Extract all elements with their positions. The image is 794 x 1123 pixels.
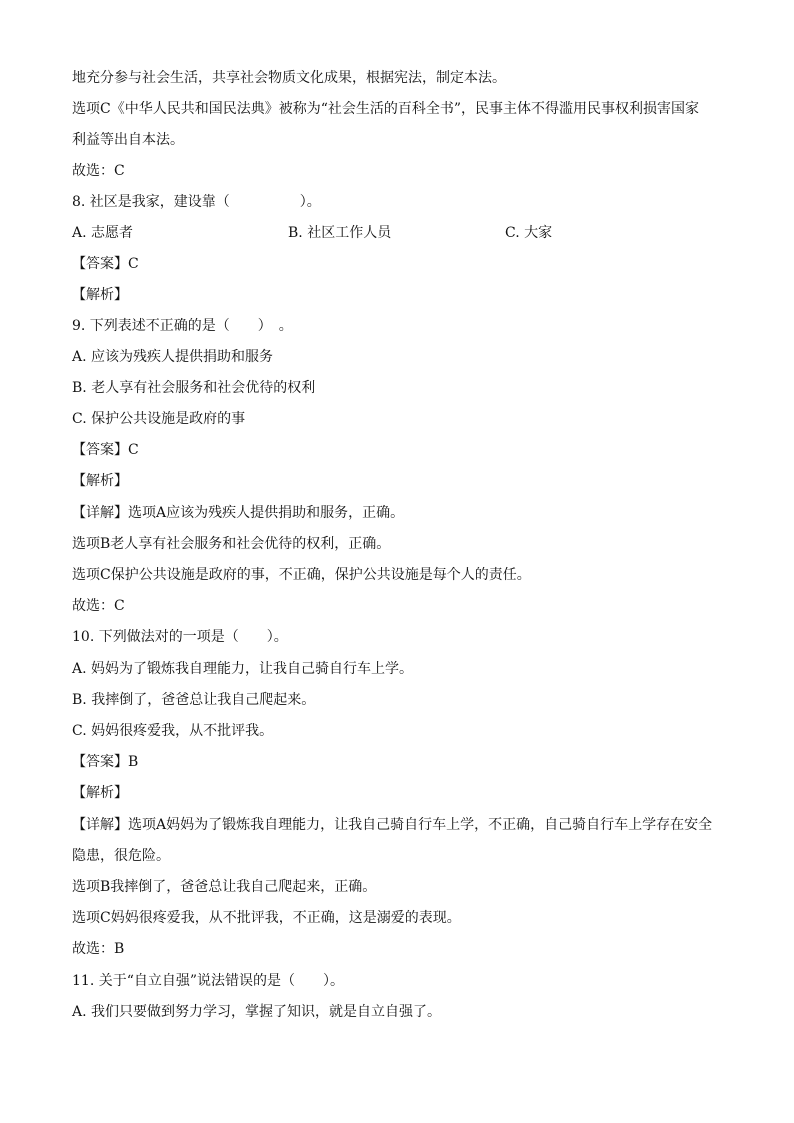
text-line: 故选：C xyxy=(72,598,125,614)
detail-line: 【详解】选项A妈妈为了锻炼我自理能力，让我自己骑自行车上学，不正确，自己骑自行车上学存在安全 xyxy=(72,817,713,833)
detail-line: 【详解】选项A应该为残疾人提供捐助和服务，正确。 xyxy=(72,505,405,521)
option-b: B. 老人享有社会服务和社会优待的权利 xyxy=(72,380,316,396)
text-line: 选项B老人享有社会服务和社会优待的权利，正确。 xyxy=(72,536,391,552)
text-line: 故选：C xyxy=(72,163,125,179)
text-line: 选项C妈妈很疼爱我，从不批评我，不正确，这是溺爱的表现。 xyxy=(72,910,461,926)
option-c: C. 妈妈很疼爱我，从不批评我。 xyxy=(72,723,274,739)
answer-label: 【答案】B xyxy=(72,754,139,770)
question-10: 10. 下列做法对的一项是（ ）。 xyxy=(72,629,288,645)
analysis-label: 【解析】 xyxy=(72,785,128,801)
q8-options xyxy=(72,224,722,242)
analysis-label: 【解析】 xyxy=(72,287,128,303)
question-11: 11. 关于“自立自强”说法错误的是（ ）。 xyxy=(72,973,345,989)
question-9: 9. 下列表述不正确的是（ ） 。 xyxy=(72,318,293,334)
text-line: 隐患，很危险。 xyxy=(72,848,170,864)
option-b: B. 我摔倒了，爸爸总让我自己爬起来。 xyxy=(72,692,316,708)
text-line: 利益等出自本法。 xyxy=(72,132,184,148)
text-line: 地充分参与社会生活，共享社会物质文化成果，根据宪法，制定本法。 xyxy=(72,70,506,86)
question-8: 8. 社区是我家，建设靠（ ）。 xyxy=(72,194,321,210)
text-line: 选项C保护公共设施是政府的事，不正确，保护公共设施是每个人的责任。 xyxy=(72,567,531,583)
text-line: 选项B我摔倒了，爸爸总让我自己爬起来，正确。 xyxy=(72,879,377,895)
q8-option-a: A. 志愿者 xyxy=(72,225,134,241)
text-line: 选项C《中华人民共和国民法典》被称为“社会生活的百科全书”，民事主体不得滥用民事权利损害国家 xyxy=(72,101,700,117)
option-c: C. 保护公共设施是政府的事 xyxy=(72,411,246,427)
option-a: A. 我们只要做到努力学习，掌握了知识，就是自立自强了。 xyxy=(72,1004,442,1020)
answer-label: 【答案】C xyxy=(72,442,139,458)
q8-option-b: B. 社区工作人员 xyxy=(288,225,392,241)
analysis-label: 【解析】 xyxy=(72,473,128,489)
q8-option-c: C. 大家 xyxy=(505,225,553,241)
option-a: A. 应该为残疾人提供捐助和服务 xyxy=(72,349,274,365)
option-a: A. 妈妈为了锻炼我自理能力，让我自己骑自行车上学。 xyxy=(72,661,414,677)
text-line: 故选：B xyxy=(72,941,125,957)
answer-label: 【答案】C xyxy=(72,256,139,272)
